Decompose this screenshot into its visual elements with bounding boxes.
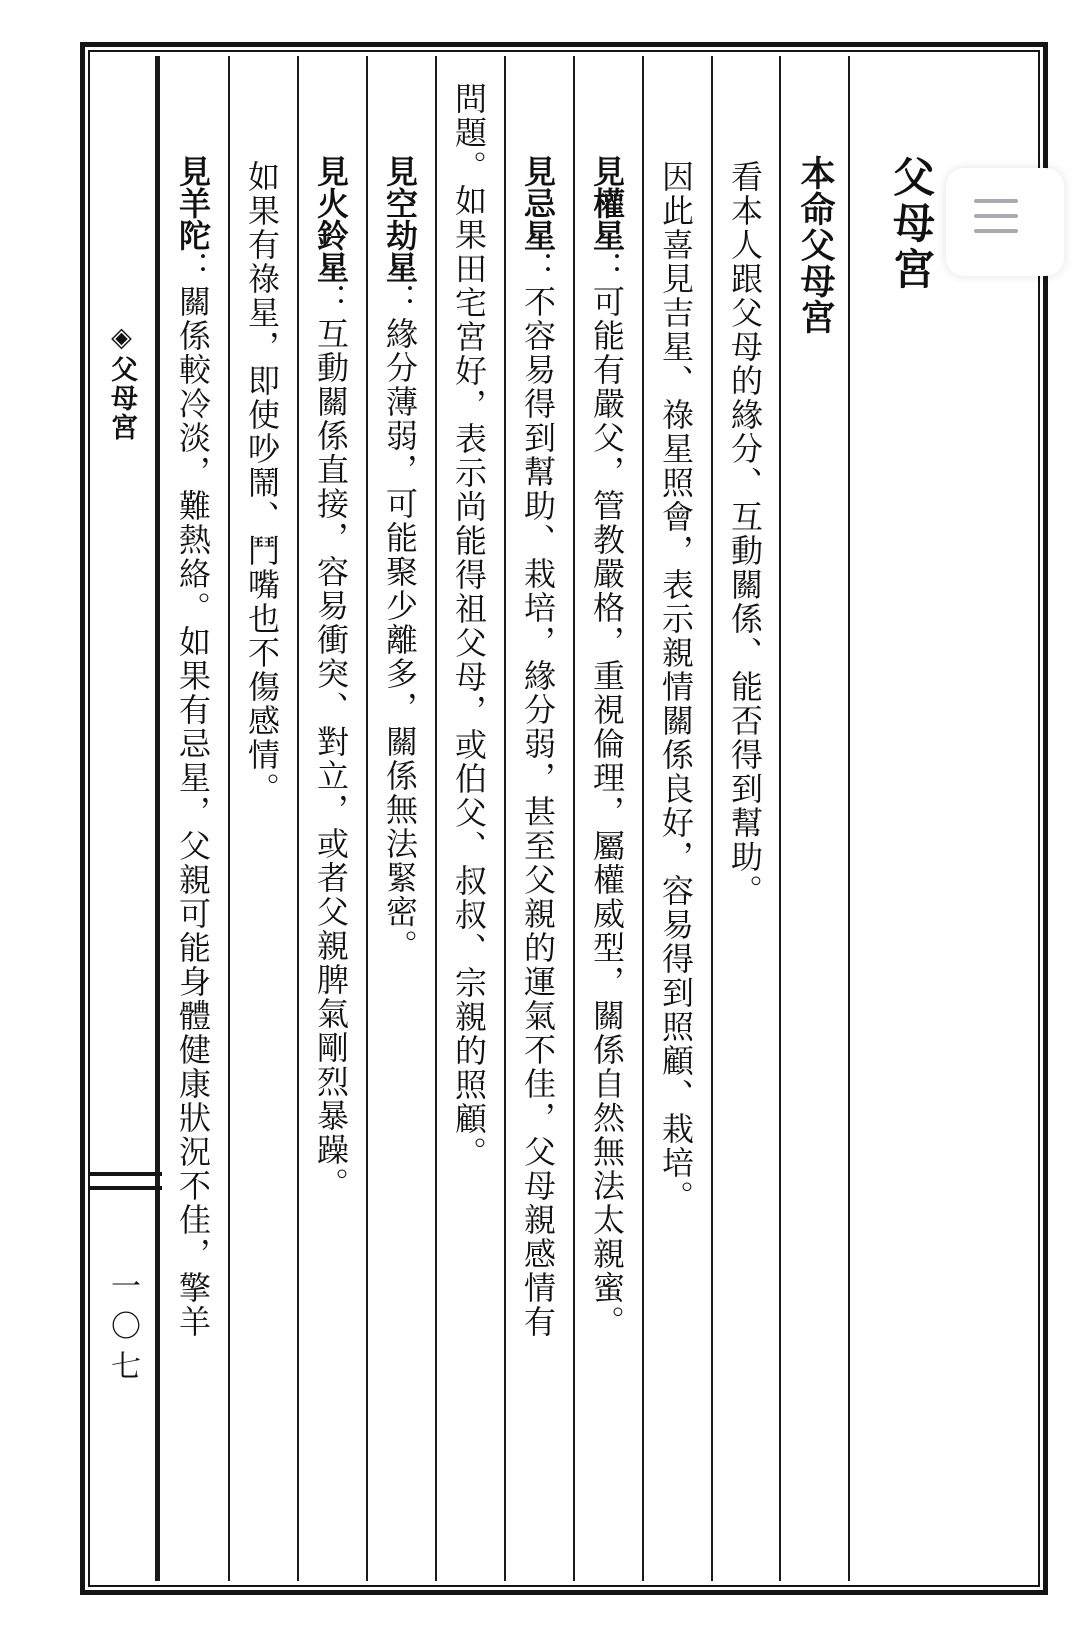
paragraph-line — [381, 155, 419, 963]
paragraph-text: ：互動關係直接，容易衝突、對立，或者父親脾氣剛烈暴躁。 — [312, 283, 350, 1201]
paragraph-text: 問題。如果田宅宮好，表示尚能得祖父母，或伯父、叔叔、宗親的照顧。 — [450, 82, 488, 1170]
paragraph-text: ：緣分薄弱，可能聚少離多，關係無法緊密。 — [381, 283, 419, 963]
column-divider — [228, 56, 230, 1581]
column-divider — [366, 56, 368, 1581]
column-divider — [711, 56, 713, 1581]
paragraph-line — [726, 160, 764, 908]
column-divider — [573, 56, 575, 1581]
column-divider — [848, 56, 850, 1581]
star-keyword: 見忌星 — [519, 155, 557, 251]
paragraph-line — [312, 155, 350, 1201]
column-divider — [504, 56, 506, 1581]
paragraph-text: ：關係較冷淡，難熱絡。如果有忌星，父親可能身體健康狀況不佳，擎羊 — [174, 251, 212, 1339]
paragraph-line — [243, 160, 281, 806]
paragraph-line — [174, 155, 212, 1339]
paragraph-line — [588, 155, 626, 1339]
star-keyword: 見羊陀 — [174, 155, 212, 251]
paragraph-text: 因此喜見吉星、祿星照會，表示親情關係良好，容易得到照顧、栽培。 — [657, 160, 695, 1214]
star-keyword: 見空劫星 — [381, 155, 419, 283]
paragraph-text: 如果有祿星，即使吵鬧、鬥嘴也不傷感情。 — [243, 160, 281, 806]
page-title: 父母宮 — [887, 155, 936, 293]
margin-separator — [90, 1172, 162, 1176]
section-subtitle: 本命父母宮 — [795, 155, 835, 335]
paragraph-text: 看本人跟父母的緣分、互動關係、能否得到幫助。 — [726, 160, 764, 908]
star-keyword: 見權星 — [588, 155, 626, 251]
paragraph-line — [657, 160, 695, 1214]
column-divider — [642, 56, 644, 1581]
margin-divider — [155, 56, 160, 1581]
column-divider — [435, 56, 437, 1581]
hamburger-menu-icon — [974, 199, 1064, 233]
paragraph-line — [519, 155, 557, 1339]
paragraph-line — [450, 82, 488, 1170]
page-number: 一〇七 — [105, 1270, 140, 1390]
column-divider — [297, 56, 299, 1581]
column-divider — [779, 56, 781, 1581]
menu-button[interactable] — [946, 168, 1064, 276]
margin-separator — [90, 1186, 162, 1190]
running-head: ◈父母宮 — [106, 322, 137, 442]
paragraph-text: ：可能有嚴父，管教嚴格，重視倫理，屬權威型，關係自然無法太親蜜。 — [588, 251, 626, 1339]
paragraph-text: ：不容易得到幫助、栽培，緣分弱，甚至父親的運氣不佳，父母親感情有 — [519, 251, 557, 1339]
star-keyword: 見火鈴星 — [312, 155, 350, 283]
